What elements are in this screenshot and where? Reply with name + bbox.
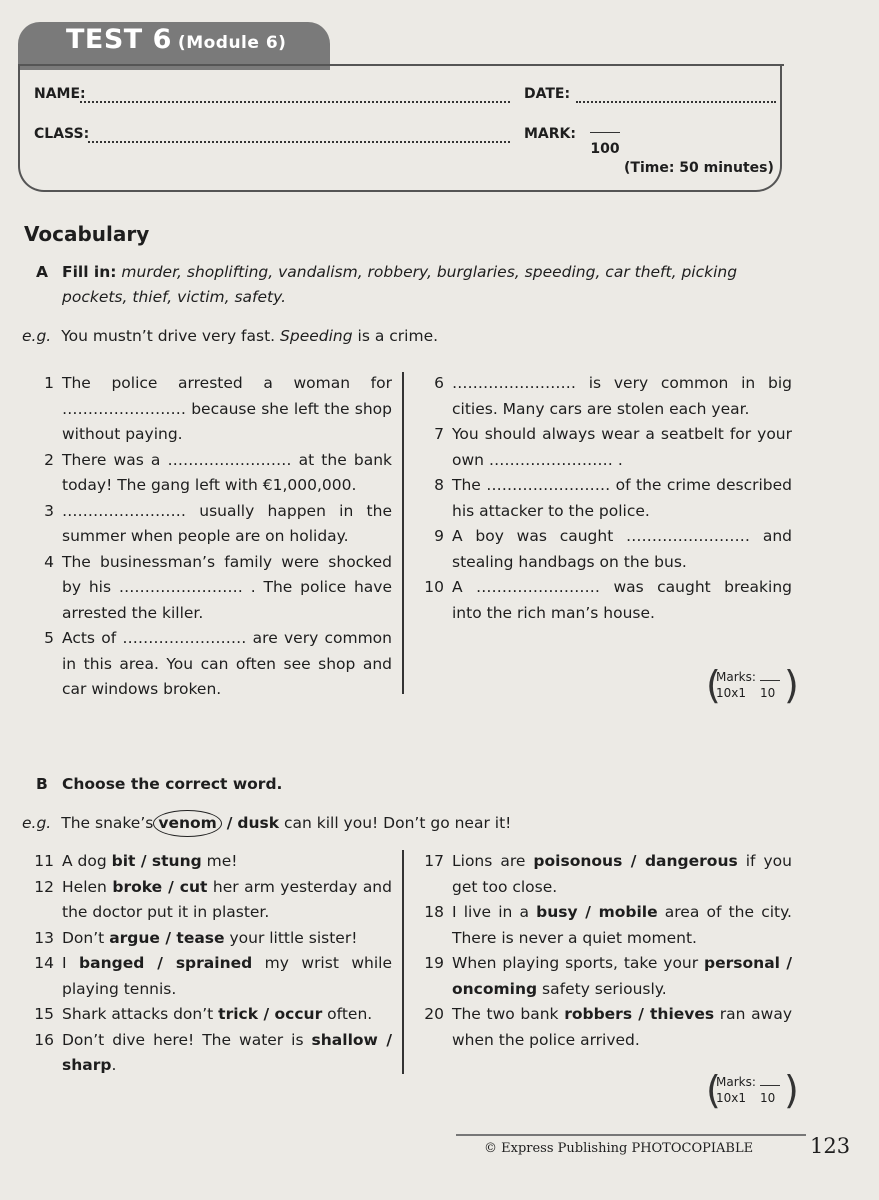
marks-open-paren: (: [706, 663, 721, 707]
marks-blank[interactable]: [760, 1085, 780, 1086]
mark-fraction: [588, 132, 622, 157]
item-text-end: my wrist while playing tennis.: [62, 954, 392, 998]
option-1[interactable]: bit: [111, 852, 136, 870]
item-number: 11: [34, 852, 54, 870]
task-a-item: [420, 524, 792, 575]
task-a-item: [30, 499, 392, 550]
task-a-item: [30, 550, 392, 627]
time-limit: (Time: 50 minutes): [624, 160, 774, 176]
task-a-item: [420, 473, 792, 524]
item-text-end: your little sister!: [224, 928, 358, 947]
task-b-letter: B: [36, 775, 48, 793]
option-1[interactable]: trick: [218, 1005, 259, 1023]
marks-blank[interactable]: [760, 680, 780, 681]
item-text: You should always wear a seatbelt for your own …………………… .: [452, 425, 792, 469]
task-a-item: [30, 626, 392, 703]
page-number: 123: [810, 1134, 851, 1158]
option-1[interactable]: argue: [109, 928, 160, 947]
item-number: 5: [44, 629, 54, 647]
task-b-example: [22, 810, 511, 837]
option-2[interactable]: thieves: [650, 1005, 715, 1023]
task-b-column-divider: [402, 850, 404, 1074]
marks-close-paren: ): [784, 1068, 799, 1112]
task-a-example-start: You mustn’t drive very fast.: [61, 327, 276, 345]
option-1[interactable]: shallow: [311, 1030, 378, 1049]
task-a-item: [420, 422, 792, 473]
marks-total: 10: [760, 1091, 776, 1105]
item-text-end: often.: [322, 1005, 373, 1023]
item-text-end: safety seriously.: [537, 979, 667, 998]
task-b-item: 14 I banged / sprained my wrist while playing tennis.: [30, 951, 392, 1002]
test-title-text: TEST 6: [66, 24, 172, 55]
task-a-item: [420, 371, 792, 422]
task-b-item: 17 Lions are poisonous / dangerous if you get too close.: [420, 849, 792, 900]
task-b-item: 12 Helen broke / cut her arm yesterday and the doctor put it in plaster.: [30, 875, 392, 926]
task-b-item: 13 Don’t argue / tease your little sister!: [30, 926, 392, 952]
task-a-column-divider: [402, 372, 404, 694]
item-text-end: her arm yesterday and the doctor put it in plaster.: [62, 877, 392, 921]
task-b-example-label: e.g.: [22, 814, 52, 832]
marks-label: Marks:: [716, 670, 756, 684]
task-a-example: [22, 324, 438, 349]
task-a-example-end: is a crime.: [357, 327, 439, 345]
option-2[interactable]: stung: [151, 852, 202, 870]
task-b-left-column: [30, 849, 392, 1079]
task-b-item: 20 The two bank robbers / thieves ran away when the police arrived.: [420, 1002, 792, 1053]
date-field[interactable]: [576, 101, 776, 103]
item-text: Acts of …………………… are very common in this area. You can often see shop and car windows broken.: [62, 629, 392, 698]
item-number: 17: [424, 852, 444, 870]
option-1[interactable]: robbers: [564, 1005, 633, 1023]
task-b-right-column: [420, 849, 792, 1053]
marks-multiplier: 10x1: [716, 1091, 747, 1105]
item-text-start: Don’t dive here! The water is: [62, 1030, 312, 1049]
item-number: 16: [34, 1030, 54, 1049]
item-number: 10: [424, 578, 444, 596]
item-text-start: Don’t: [62, 928, 110, 947]
task-b-example-start: The snake’s: [61, 814, 154, 832]
item-number: 12: [34, 877, 54, 896]
name-label: NAME:: [34, 86, 86, 102]
item-text: The businessman’s family were shocked by his …………………… . The police have arrested the killer.: [62, 552, 392, 622]
name-field[interactable]: [80, 101, 510, 103]
task-b-item: 15 Shark attacks don’t trick / occur often.: [30, 1002, 392, 1028]
test-title: [66, 24, 286, 55]
section-title: Vocabulary: [24, 222, 150, 246]
item-text: …………………… usually happen in the summer when people are on holiday.: [62, 501, 392, 545]
item-text: There was a …………………… at the bank today! The gang left with €1,000,000.: [62, 450, 392, 494]
item-text-end: area of the city. There is never a quiet moment.: [452, 903, 792, 947]
option-2[interactable]: occur: [274, 1005, 323, 1023]
task-a-word-bank: murder, shoplifting, vandalism, robbery, burglaries, speeding, car theft, picking pockets, thief, victim, safety.: [62, 263, 738, 306]
option-2[interactable]: sprained: [175, 954, 253, 972]
marks-multiplier: 10x1: [716, 686, 747, 700]
item-number: 19: [424, 954, 444, 972]
item-text-start: I: [62, 954, 80, 972]
item-text: A …………………… was caught breaking into the rich man’s house.: [452, 578, 792, 622]
item-text-start: I live in a: [452, 903, 537, 921]
item-text-end: .: [111, 1056, 117, 1074]
option-2[interactable]: sharp: [62, 1056, 112, 1074]
item-text-end: ran away when the police arrived.: [452, 1005, 792, 1049]
class-field[interactable]: [88, 141, 510, 143]
task-a-example-word: Speeding: [280, 327, 353, 345]
item-text-start: A dog: [62, 852, 112, 870]
option-1[interactable]: broke: [112, 877, 163, 896]
task-a-item: [30, 448, 392, 499]
option-2[interactable]: cut: [179, 877, 208, 896]
copyright-notice: © Express Publishing PHOTOCOPIABLE: [484, 1141, 754, 1156]
date-label: DATE:: [524, 86, 571, 102]
item-number: 18: [424, 903, 444, 921]
task-a-letter: A: [36, 263, 48, 281]
task-a-lead: Fill in:: [62, 263, 117, 281]
option-1[interactable]: busy: [536, 903, 578, 921]
item-number: 20: [424, 1005, 444, 1023]
task-b-item: 16 Don’t dive here! The water is shallow / sharp.: [30, 1028, 392, 1079]
marks-close-paren: ): [784, 663, 799, 707]
item-text-end: if you get too close.: [452, 852, 792, 896]
task-a-item: [420, 575, 792, 626]
item-text: …………………… is very common in big cities. Many cars are stolen each year.: [452, 374, 792, 418]
task-b-item: 19 When playing sports, take your personal / oncoming safety seriously.: [420, 951, 792, 1002]
option-2[interactable]: oncoming: [452, 979, 538, 998]
marks-label: Marks:: [716, 1075, 756, 1089]
item-text-start: Helen: [62, 877, 113, 896]
item-number: 15: [34, 1005, 54, 1023]
task-a-item: [30, 371, 392, 448]
mark-blank[interactable]: [590, 132, 620, 133]
item-number: 3: [44, 501, 54, 520]
task-b-item: 11 A dog bit / stung me!: [30, 849, 392, 875]
item-number: 8: [434, 476, 444, 494]
task-b-instruction-text: Choose the correct word.: [62, 775, 283, 793]
item-text: The police arrested a woman for …………………… because she left the shop without paying.: [62, 374, 392, 443]
item-text: The …………………… of the crime described his attacker to the police.: [452, 476, 792, 520]
footer-rule: [456, 1134, 806, 1136]
item-number: 14: [34, 954, 54, 972]
item-number: 9: [434, 527, 444, 545]
item-text-start: Lions are: [452, 852, 534, 870]
class-label: CLASS:: [34, 126, 90, 142]
item-number: 1: [44, 374, 54, 392]
option-1[interactable]: banged: [79, 954, 145, 972]
option-1[interactable]: poisonous: [533, 852, 623, 870]
option-separator: /: [226, 814, 233, 832]
item-number: 7: [434, 425, 444, 443]
task-a-left-column: [30, 371, 392, 703]
task-a-right-column: [420, 371, 792, 626]
marks-open-paren: (: [706, 1068, 721, 1112]
option-2: dusk: [237, 814, 280, 832]
task-b-item: 18 I live in a busy / mobile area of the city. There is never a quiet moment.: [420, 900, 792, 951]
item-text: A boy was caught …………………… and stealing handbags on the bus.: [452, 527, 792, 571]
mark-label: MARK:: [524, 126, 576, 142]
mark-total: 100: [590, 141, 620, 157]
item-number: 4: [44, 552, 54, 571]
item-text-end: me!: [201, 852, 238, 870]
circled-answer: venom: [153, 810, 221, 837]
item-text-start: Shark attacks don’t: [62, 1005, 219, 1023]
option-2[interactable]: mobile: [598, 903, 658, 921]
item-text-start: When playing sports, take your: [452, 954, 705, 972]
module-label: (Module 6): [177, 33, 287, 53]
item-number: 6: [434, 374, 444, 392]
item-number: 2: [44, 450, 54, 469]
option-2[interactable]: tease: [176, 928, 225, 947]
marks-total: 10: [760, 686, 776, 700]
item-number: 13: [34, 928, 54, 947]
option-1[interactable]: personal: [704, 954, 780, 972]
task-b-example-end: can kill you! Don’t go near it!: [283, 814, 512, 832]
item-text-start: The two bank: [452, 1005, 565, 1023]
task-a-example-label: e.g.: [22, 327, 52, 345]
option-2[interactable]: dangerous: [644, 852, 738, 870]
